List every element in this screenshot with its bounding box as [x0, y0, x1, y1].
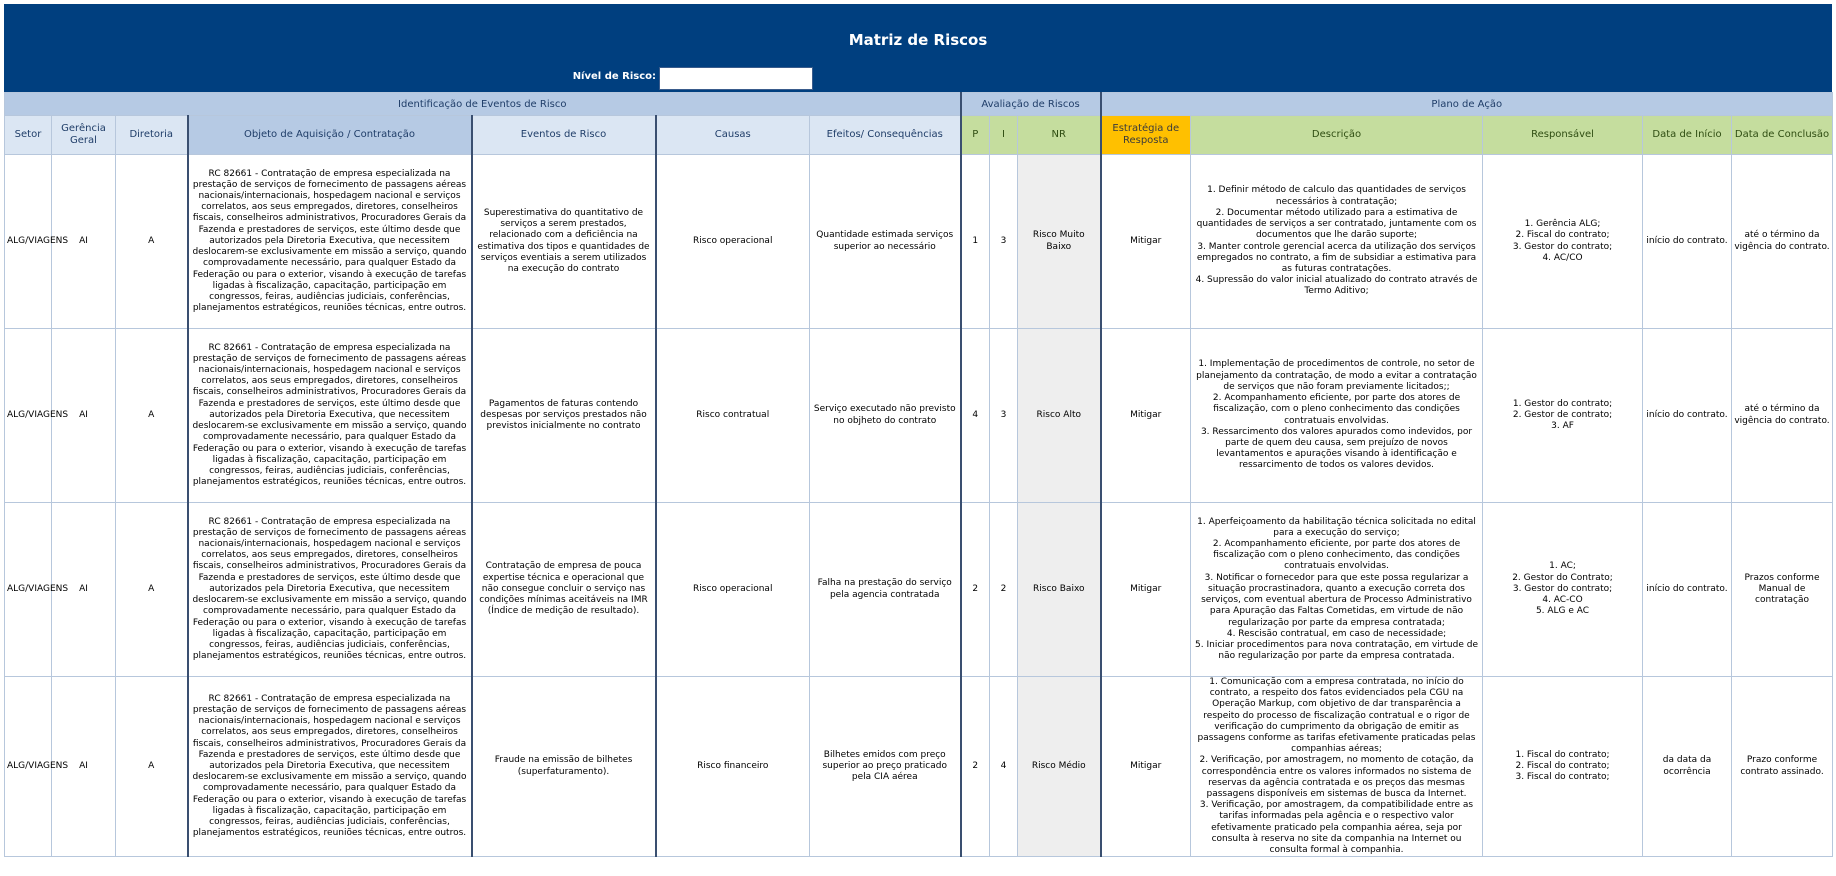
- estrategia-cell-text: Mitigar: [1130, 761, 1162, 772]
- efeito-cell-text: Bilhetes emidos com preço superior ao preço praticado pela CIA aérea: [822, 749, 947, 783]
- table-row: [5, 329, 1833, 503]
- evento-de-risco-cell-text: Contratação de empresa de pouca expertise técnica e operacional que não consegue concluir o serviço nas condições mínimas aceitáveis na IMR (Índice de medição de resultado).: [479, 561, 648, 617]
- column-header-row: [5, 116, 1833, 155]
- col-diretoria: Diretoria: [116, 116, 188, 155]
- section-plano: Plano de Ação: [1101, 93, 1833, 116]
- objeto-cell: [188, 155, 472, 329]
- diretoria-cell-text: A: [148, 583, 155, 594]
- responsavel-cell: [1483, 503, 1643, 677]
- col-nr: NR: [1018, 116, 1101, 155]
- data-conclusao-cell: [1732, 677, 1833, 857]
- descricao-cell: [1191, 329, 1483, 503]
- setor-cell: [5, 677, 69, 857]
- estrategia-cell: [1101, 677, 1191, 857]
- diretoria-cell: [116, 503, 188, 677]
- setor-cell-text: ALG/VIAGENS: [7, 761, 69, 772]
- diretoria-cell-text: A: [148, 761, 155, 772]
- responsavel-cell-text: 1. Fiscal do contrato; 2. Fiscal do contrato; 3. Fiscal do contrato;: [1515, 749, 1610, 783]
- estrategia-cell-text: Mitigar: [1130, 235, 1162, 246]
- data-inicio-cell-text: início do contrato.: [1646, 409, 1728, 420]
- responsavel-cell: [1483, 329, 1643, 503]
- section-identificacao: Identificação de Eventos de Risco: [5, 93, 961, 116]
- setor-cell-text: ALG/VIAGENS: [7, 409, 69, 420]
- descricao-cell: [1191, 677, 1483, 857]
- title-banner: [4, 4, 1832, 92]
- objeto-cell: [188, 329, 472, 503]
- evento-de-risco-cell-text: Superestimativa do quantitativo de serviços a serem prestados, relacionado com a deficiência na estimativa dos tipos e quantidades de serviços eventiais a serem utilizados na execução do contrato: [477, 207, 650, 274]
- matrix-body: [5, 155, 1833, 857]
- causa-cell-text: Risco operacional: [693, 235, 773, 246]
- gerencia-geral-cell-text: AI: [79, 761, 88, 772]
- causa-cell-text: Risco financeiro: [697, 761, 769, 772]
- gerencia-geral-cell-text: AI: [79, 583, 88, 594]
- col-data-conclusao: Data de Conclusão: [1732, 116, 1833, 155]
- objeto-cell-text: RC 82661 - Contratação de empresa especializada na prestação de serviços de fornecimento de passagens aéreas nacionais/internacionais, hospedagem nacional e serviços correlatos, aos seus empregados, diretores, conselheiros fiscais, conselheiros administrativos, Procuradores Gerais da Fazenda e prestadores de serviços, este último desde que autorizados pela Diretoria Executiva, que necessitem deslocarem-se exclusivamente em missão a serviço, quando comprovadamente necessário, para qualquer Estado da Federação ou para o exterior, visando à execução de tarefas ligadas à fiscalização, capacitação, participação em congressos, feiras, audiências judiciais, conferências, planejamentos estratégicos, reuniões técnicas, entre outros.: [192, 516, 467, 662]
- nivel-de-risco-cell: [1018, 503, 1101, 677]
- descricao-cell: [1191, 155, 1483, 329]
- setor-cell-text: ALG/VIAGENS: [7, 235, 69, 246]
- estrategia-cell: [1101, 155, 1191, 329]
- col-efeitos: Efeitos/ Consequências: [810, 116, 961, 155]
- efeito-cell: [810, 677, 961, 857]
- evento-de-risco-cell-text: Pagamentos de faturas contendo despesas por serviços prestados não previstos inicialmente no contrato: [480, 398, 647, 432]
- estrategia-cell-text: Mitigar: [1130, 583, 1162, 594]
- section-header-row: [5, 93, 1833, 116]
- estrategia-cell-text: Mitigar: [1130, 409, 1162, 420]
- responsavel-cell-text: 1. Gestor do contrato; 2. Gestor de contrato; 3. AF: [1512, 398, 1613, 432]
- setor-cell: [5, 329, 69, 503]
- gerencia-geral-cell-text: AI: [79, 409, 88, 420]
- evento-de-risco-cell: [472, 677, 656, 857]
- objeto-cell: [188, 503, 472, 677]
- col-p: P: [961, 116, 990, 155]
- section-avaliacao: Avaliação de Riscos: [961, 93, 1101, 116]
- diretoria-cell: [116, 329, 188, 503]
- descricao-cell-text: 1. Implementação de procedimentos de controle, no setor de planejamento da contratação, de modo a evitar a contratação de serviços que não foram previamente licitados;; 2. Acompanhamento eficiente, por parte dos atores de fiscalização, com o pleno conhecimento das condições contratuais envolvidas. 3. Ressarcimento dos valores apurados como indevidos, por parte de quem deu causa, sem prejuízo de novos levantamentos e apurações visando à identificação e ressarcimento de todos os valores devidos.: [1196, 359, 1477, 471]
- efeito-cell: [810, 155, 961, 329]
- col-eventos-de-risco: Eventos de Risco: [472, 116, 656, 155]
- data-conclusao-cell-text: até o término da vigência do contrato.: [1734, 404, 1830, 426]
- responsavel-cell-text: 1. Gerência ALG; 2. Fiscal do contrato; 3. Gestor do contrato; 4. AC/CO: [1512, 219, 1613, 263]
- col-setor: Setor: [5, 116, 52, 155]
- col-objeto: Objeto de Aquisição / Contratação: [188, 116, 472, 155]
- data-inicio-cell: [1643, 329, 1732, 503]
- responsavel-cell-text: 1. AC; 2. Gestor do Contrato; 3. Gestor do contrato; 4. AC-CO 5. ALG e AC: [1512, 561, 1613, 617]
- impacto-cell-text: 3: [1000, 235, 1007, 246]
- risk-level-label: Nível de Risco:: [572, 71, 656, 82]
- evento-de-risco-cell: [472, 503, 656, 677]
- data-inicio-cell: [1643, 677, 1732, 857]
- table-row: [5, 503, 1833, 677]
- probabilidade-cell: [961, 677, 990, 857]
- col-descricao: Descrição: [1191, 116, 1483, 155]
- descricao-cell-text: 1. Definir método de calculo das quantidades de serviços necessários à contratação; 2. Documentar método utilizado para a estimativa de quantidades de serviços a ser contratado, juntamente com os documentos que lhe darão suporte; 3. Manter controle gerencial acerca da utilização dos serviços empregados no contrato, a fim de subsidiar a estimativa para as futuras contratações. 4. Supressão do valor inicial atualizado do contrato através de Termo Aditivo;: [1195, 185, 1478, 297]
- causa-cell: [656, 329, 810, 503]
- efeito-cell: [810, 329, 961, 503]
- descricao-cell-text: 1. Comunicação com a empresa contratada, no início do contrato, a respeito dos fatos evidenciados pela CGU na Operação Markup, com objetivo de dar transparência a respeito do processo de fiscalização contratual e o rigor de verificação do cumprimento da obrigação de emitir as passagens conforme as tarifas efetivamente praticadas pelas companhias aéreas; 2. Verificação, por amostragem, no momento de cotação, da correspondência entre os valores informados no sistema de reservas da agência contratada e os preços das mesmas passagens disponíveis em sistemas de busca da Internet. 3. Verificação, por amostragem, da compatibilidade entre as tarifas informadas pela agência e o respectivo valor efetivamente praticado pela companhia aérea, seja por consulta à reserva no site da companhia na Internet ou consulta formal à companhia.: [1197, 677, 1476, 856]
- data-inicio-cell: [1643, 155, 1732, 329]
- evento-de-risco-cell: [472, 155, 656, 329]
- risk-matrix-table: [4, 92, 1833, 857]
- causa-cell-text: Risco contratual: [696, 409, 770, 420]
- objeto-cell-text: RC 82661 - Contratação de empresa especializada na prestação de serviços de fornecimento de passagens aéreas nacionais/internacionais, hospedagem nacional e serviços correlatos, aos seus empregados, diretores, conselheiros fiscais, conselheiros administrativos, Procuradores Gerais da Fazenda e prestadores de serviços, este último desde que autorizados pela Diretoria Executiva, que necessitem deslocarem-se exclusivamente em missão a serviço, quando comprovadamente necessário, para qualquer Estado da Federação ou para o exterior, visando à execução de tarefas ligadas à fiscalização, capacitação, participação em congressos, feiras, audiências judiciais, conferências, planejamentos estratégicos, reuniões técnicas, entre outros.: [192, 342, 467, 488]
- impacto-cell: [990, 503, 1018, 677]
- probabilidade-cell-text: 1: [972, 235, 979, 246]
- setor-cell-text: ALG/VIAGENS: [7, 583, 69, 594]
- impacto-cell: [990, 155, 1018, 329]
- efeito-cell: [810, 503, 961, 677]
- nivel-de-risco-cell-text: Risco Médio: [1031, 761, 1086, 772]
- causa-cell: [656, 677, 810, 857]
- nivel-de-risco-cell: [1018, 329, 1101, 503]
- data-conclusao-cell-text: Prazos conforme Manual de contratação: [1744, 572, 1820, 606]
- col-causas: Causas: [656, 116, 810, 155]
- col-i: I: [990, 116, 1018, 155]
- col-data-inicio: Data de Início: [1643, 116, 1732, 155]
- probabilidade-cell: [961, 329, 990, 503]
- data-conclusao-cell: [1732, 155, 1833, 329]
- probabilidade-cell-text: 2: [972, 583, 979, 594]
- impacto-cell-text: 2: [1000, 583, 1007, 594]
- setor-cell: [5, 503, 69, 677]
- efeito-cell-text: Serviço executado não previsto no objheto do contrato: [813, 404, 956, 426]
- setor-cell: [5, 155, 69, 329]
- diretoria-cell-text: A: [148, 409, 155, 420]
- descricao-cell: [1191, 503, 1483, 677]
- causa-cell-text: Risco operacional: [693, 583, 773, 594]
- impacto-cell-text: 3: [1000, 409, 1007, 420]
- estrategia-cell: [1101, 329, 1191, 503]
- risk-matrix-sheet: [4, 4, 1832, 872]
- probabilidade-cell: [961, 155, 990, 329]
- causa-cell: [656, 155, 810, 329]
- page-title: Matriz de Riscos: [848, 31, 988, 49]
- impacto-cell: [990, 329, 1018, 503]
- impacto-cell-text: 4: [1000, 761, 1007, 772]
- data-inicio-cell-text: início do contrato.: [1646, 583, 1728, 594]
- probabilidade-cell: [961, 503, 990, 677]
- responsavel-cell: [1483, 677, 1643, 857]
- data-conclusao-cell-text: até o término da vigência do contrato.: [1734, 230, 1830, 252]
- nivel-de-risco-cell-text: Risco Baixo: [1033, 583, 1085, 594]
- diretoria-cell-text: A: [148, 235, 155, 246]
- nivel-de-risco-cell-text: Risco Muito Baixo: [1032, 230, 1085, 252]
- efeito-cell-text: Falha na prestação do serviço pela agencia contratada: [817, 578, 952, 600]
- nivel-de-risco-cell-text: Risco Alto: [1036, 409, 1081, 420]
- descricao-cell-text: 1. Aperfeiçoamento da habilitação técnica solicitada no edital para a execução do serviço; 2. Acompanhamento eficiente, por parte dos atores de fiscalização com o pleno conhecimento, das condições contratuais envolvidas. 3. Notificar o fornecedor para que este possa regularizar a situação procrastinadora, quanto a execução correta dos serviços, com eventual abertura de Processo Administrativo para Apuração das Faltas Cometidas, em virtude de não regularização por parte da empresa contratada; 4. Rescisão contratual, em caso de necessidade; 5. Iniciar procedimentos para nova contratação, em virtude de não regularização por parte da empresa contratada.: [1195, 516, 1479, 662]
- col-gerencia-geral: Gerência Geral: [52, 116, 116, 155]
- table-row: [5, 677, 1833, 857]
- col-estrategia: Estratégia de Resposta: [1101, 116, 1191, 155]
- nivel-de-risco-cell: [1018, 155, 1101, 329]
- evento-de-risco-cell-text: Fraude na emissão de bilhetes (superfaturamento).: [494, 755, 633, 777]
- table-row: [5, 155, 1833, 329]
- data-inicio-cell-text: início do contrato.: [1646, 235, 1728, 246]
- causa-cell: [656, 503, 810, 677]
- objeto-cell-text: RC 82661 - Contratação de empresa especializada na prestação de serviços de fornecimento de passagens aéreas nacionais/internacionais, hospedagem nacional e serviços correlatos, aos seus empregados, diretores, conselheiros fiscais, conselheiros administrativos, Procuradores Gerais da Fazenda e prestadores de serviços, este último desde que autorizados pela Diretoria Executiva, que necessitem deslocarem-se exclusivamente em missão a serviço, quando comprovadamente necessário, para qualquer Estado da Federação ou para o exterior, visando à execução de tarefas ligadas à fiscalização, capacitação, participação em congressos, feiras, audiências judiciais, conferências, planejamentos estratégicos, reuniões técnicas, entre outros.: [192, 168, 467, 314]
- data-inicio-cell: [1643, 503, 1732, 677]
- diretoria-cell: [116, 677, 188, 857]
- estrategia-cell: [1101, 503, 1191, 677]
- responsavel-cell: [1483, 155, 1643, 329]
- diretoria-cell: [116, 155, 188, 329]
- probabilidade-cell-text: 4: [972, 409, 979, 420]
- impacto-cell: [990, 677, 1018, 857]
- data-inicio-cell-text: da data da ocorrência: [1662, 755, 1712, 777]
- efeito-cell-text: Quantidade estimada serviços superior ao necessário: [816, 230, 954, 252]
- nivel-de-risco-cell: [1018, 677, 1101, 857]
- data-conclusao-cell: [1732, 503, 1833, 677]
- data-conclusao-cell-text: Prazo conforme contrato assinado.: [1740, 755, 1824, 777]
- evento-de-risco-cell: [472, 329, 656, 503]
- probabilidade-cell-text: 2: [972, 761, 979, 772]
- objeto-cell: [188, 677, 472, 857]
- data-conclusao-cell: [1732, 329, 1833, 503]
- col-responsavel: Responsável: [1483, 116, 1643, 155]
- risk-level-input[interactable]: [659, 67, 813, 90]
- objeto-cell-text: RC 82661 - Contratação de empresa especializada na prestação de serviços de fornecimento de passagens aéreas nacionais/internacionais, hospedagem nacional e serviços correlatos, aos seus empregados, diretores, conselheiros fiscais, conselheiros administrativos, Procuradores Gerais da Fazenda e prestadores de serviços, este último desde que autorizados pela Diretoria Executiva, que necessitem deslocarem-se exclusivamente em missão a serviço, quando comprovadamente necessário, para qualquer Estado da Federação ou para o exterior, visando à execução de tarefas ligadas à fiscalização, capacitação, participação em congressos, feiras, audiências judiciais, conferências, planejamentos estratégicos, reuniões técnicas, entre outros.: [192, 693, 467, 839]
- gerencia-geral-cell-text: AI: [79, 235, 88, 246]
